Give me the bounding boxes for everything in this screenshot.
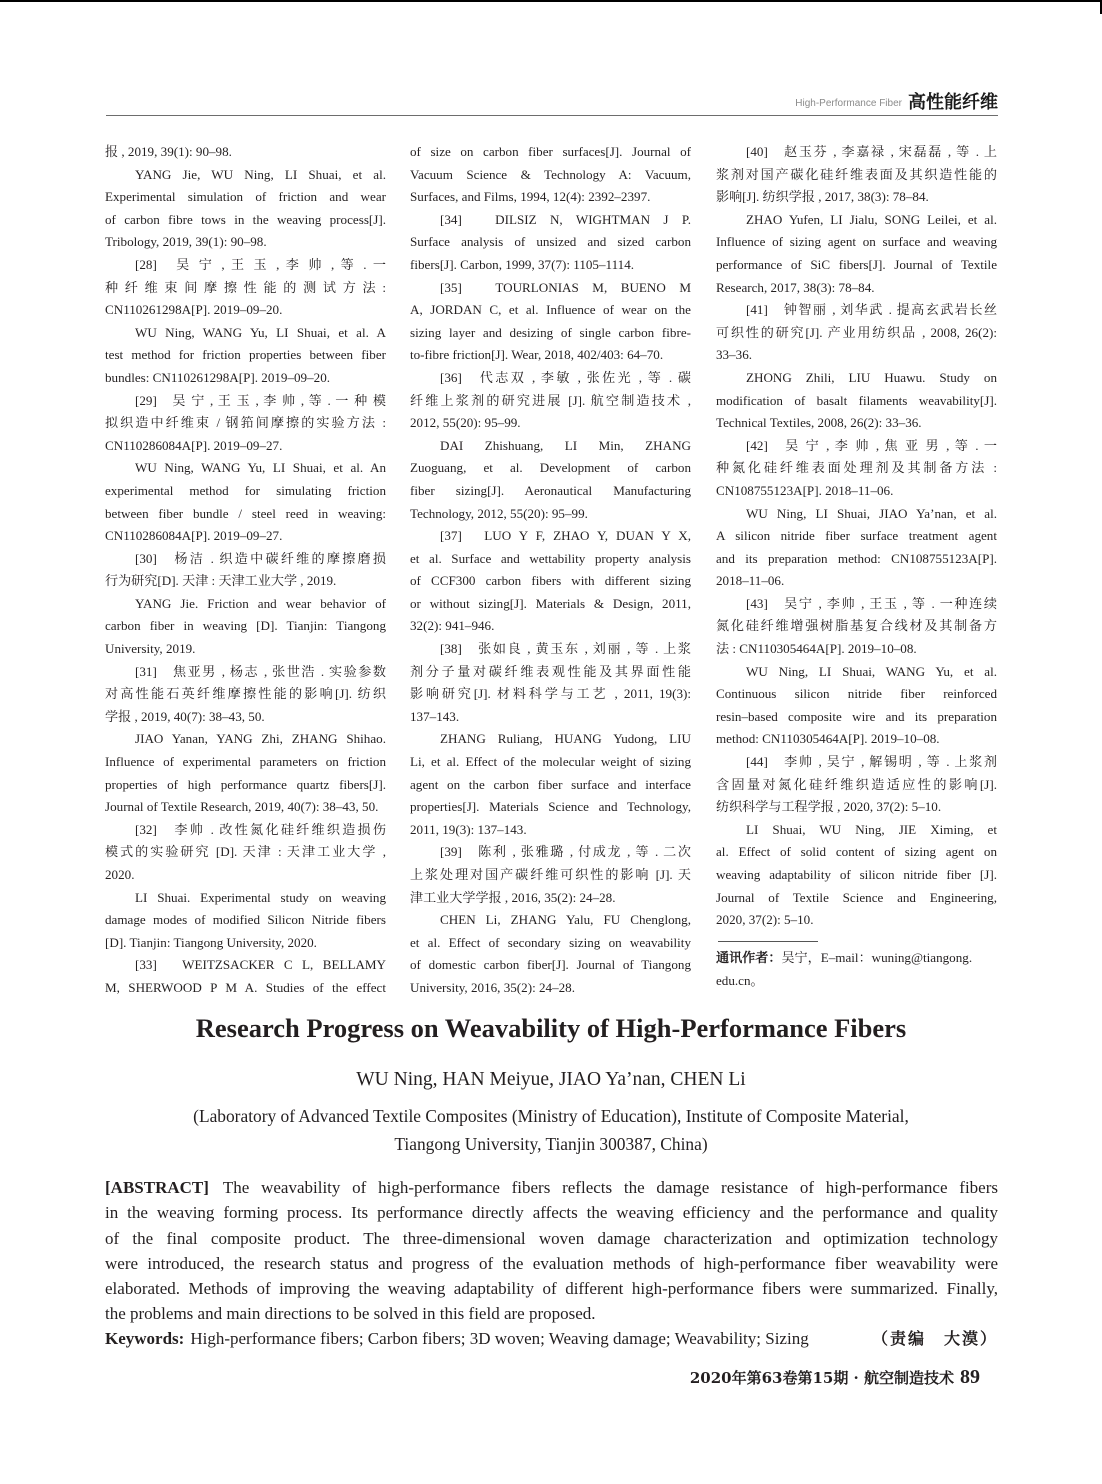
editor-note: （责编 大漠） — [871, 1329, 998, 1348]
reference-line: [40] 赵玉芬 , 李嘉禄 , 宋磊磊 , 等 . 上 — [746, 144, 997, 159]
reference-line: CN108755123A[P]. 2018–11–06. — [716, 482, 894, 498]
running-header — [720, 88, 998, 112]
reference-line: 浆剂对国产碳化硅纤维表面及其织造性能的 — [716, 166, 997, 182]
abstract-line: in the weaving forming process. Its performance directly affects the weaving efficiency and the performance and quality — [105, 1203, 998, 1223]
reference-line: 氮化硅纤维增强树脂基复合线材及其制备方 — [716, 618, 997, 634]
reference-line: of size on carbon fiber surfaces[J]. Journal of — [410, 144, 691, 159]
contact-line-2: edu.cn。 — [716, 972, 764, 988]
abstract-line: were introduced, the research status and progress of the evaluation methods of high-performance fiber weavability were — [105, 1253, 998, 1273]
reference-line: 上浆处理对国产碳纤维可织性的影响 [J]. 天 — [410, 867, 691, 882]
reference-line: [31] 焦亚男 , 杨志 , 张世浩 . 实验参数 — [135, 663, 386, 679]
reference-line: 纺织科学与工程学报 , 2020, 37(2): 5–10. — [716, 799, 942, 815]
reference-line: et al. Surface and wettability property analysis — [410, 550, 691, 566]
reference-line: 影响研究[J]. 材料科学与工艺 , 2011, 19(3): — [410, 686, 691, 702]
keywords-label: Keywords: — [105, 1329, 185, 1348]
reference-line: 可织性的研究[J]. 产业用纺织品 , 2008, 26(2): — [716, 324, 997, 340]
reference-line: ZHANG Ruliang, HUANG Yudong, LIU — [440, 731, 691, 747]
reference-line: 2018–11–06. — [716, 573, 785, 589]
reference-line: performance of SiC fibers[J]. Journal of Textile — [716, 256, 997, 272]
reference-line: [38] 张如良 , 黄玉东 , 刘丽 , 等 . 上浆 — [440, 641, 691, 657]
reference-line: 剂分子量对碳纤维表观性能及其界面性能 — [410, 663, 691, 679]
reference-line: Vacuum Science & Technology A: Vacuum, — [410, 166, 691, 182]
reference-line: 种氮化硅纤维表面处理剂及其制备方法 : — [716, 460, 997, 476]
reference-line: [32] 李帅 . 改性氮化硅纤维织造损伤 — [135, 821, 386, 837]
reference-line: sizing layer and desizing of single carbon fibre- — [410, 324, 691, 340]
reference-line: of domestic carbon fiber[J]. Journal of Tiangong — [410, 957, 691, 973]
reference-line: agent on the carbon fiber surface and interface — [410, 776, 691, 792]
references-column-2 — [410, 141, 691, 1000]
reference-line: DAI Zhishuang, LI Min, ZHANG — [440, 437, 691, 453]
reference-line: 33–36. — [716, 347, 753, 363]
reference-line: CHEN Li, ZHANG Yalu, FU Chenglong, — [440, 912, 691, 928]
reference-line: Li, et al. Effect of the molecular weight of sizing — [410, 754, 691, 770]
reference-line: modification of basalt filaments weavability[J]. — [716, 392, 997, 408]
reference-line: LI Shuai, WU Ning, JIE Ximing, et — [746, 821, 997, 837]
reference-line: 法 : CN110305464A[P]. 2019–10–08. — [716, 641, 917, 657]
header-rule — [106, 115, 998, 116]
reference-line: WU Ning, WANG Yu, LI Shuai, et al. A — [135, 324, 386, 340]
reference-line: 报 , 2019, 39(1): 90–98. — [105, 144, 232, 159]
reference-line: [39] 陈利 , 张雅璐 , 付成龙 , 等 . 二次 — [440, 844, 691, 860]
reference-line: M, SHERWOOD P M A. Studies of the effect — [105, 979, 386, 995]
reference-line: of CCF300 carbon fibers with different sizing — [410, 573, 691, 589]
reference-line: resin–based composite wire and its preparation — [716, 708, 997, 724]
reference-line: Influence of sizing agent on surface and weaving — [716, 234, 997, 250]
reference-line: A, JORDAN C, et al. Influence of wear on the — [410, 302, 691, 318]
reference-line: ZHAO Yufen, LI Jialu, SONG Leilei, et al. — [746, 211, 997, 227]
reference-line: method: CN110305464A[P]. 2019–10–08. — [716, 731, 940, 747]
page-number: 89 — [960, 1366, 980, 1388]
page-frame-top — [0, 0, 1102, 2]
article-authors: WU Ning, HAN Meiyue, JIAO Ya’nan, CHEN Li — [356, 1069, 746, 1090]
reference-line: Zuoguang, et al. Development of carbon — [410, 460, 691, 476]
contact-label: 通讯作者： — [716, 950, 782, 965]
reference-line: bundles: CN110261298A[P]. 2019–09–20. — [105, 369, 331, 385]
reference-line: WU Ning, LI Shuai, WANG Yu, et al. — [746, 663, 997, 679]
keywords — [105, 1326, 998, 1351]
affiliation-line-1: (Laboratory of Advanced Textile Composites (Ministry of Education), Institute of Composite Material, — [193, 1106, 909, 1126]
reference-line: CN110286084A[P]. 2019–09–27. — [105, 437, 283, 453]
abstract — [105, 1175, 998, 1327]
reference-line: [37] LUO Y F, ZHAO Y, DUAN Y X, — [440, 528, 691, 544]
reference-line: Influence of experimental parameters on friction — [105, 754, 386, 770]
abstract-line: [ABSTRACT] The weavability of high-performance fibers reflects the damage resistance of high-performance fibers — [105, 1178, 998, 1197]
reference-line: [D]. Tianjin: Tiangong University, 2020. — [105, 934, 317, 950]
abstract-line: of the final composite product. The three-dimensional woven damage characterization and optimization technology — [105, 1228, 998, 1248]
reference-line: 纤维上浆剂的研究进展 [J]. 航空制造技术 , — [410, 392, 691, 408]
reference-line: Continuous silicon nitride fiber reinforced — [716, 686, 997, 702]
reference-line: 行为研究[D]. 天津 : 天津工业大学 , 2019. — [105, 573, 337, 589]
reference-line: experimental method for simulating friction — [105, 482, 386, 498]
journal-name-cn: 高性能纤维 — [908, 92, 998, 113]
reference-line: damage modes of modified Silicon Nitride fibers — [105, 912, 386, 928]
reference-line: fiber sizing[J]. Aeronautical Manufacturing — [410, 482, 691, 498]
reference-line: Journal of Textile Research, 2019, 40(7): 38–43, 50. — [105, 799, 379, 815]
reference-line: 含固量对氮化硅纤维织造适应性的影响[J]. — [716, 776, 997, 792]
reference-line: [29] 吴 宁 , 王 玉 , 李 帅 , 等 . 一 种 模 — [135, 392, 386, 408]
reference-line: University, 2016, 35(2): 24–28. — [410, 979, 575, 995]
reference-line: 种 纤 维 束 间 摩 擦 性 能 的 测 试 方 法 : — [105, 279, 386, 295]
reference-line: 模式的实验研究 [D]. 天津 : 天津工业大学 , — [105, 844, 386, 860]
reference-line: and its preparation method: CN108755123A[P]. — [716, 550, 997, 566]
keywords-text: High-performance fibers; Carbon fibers; 3D woven; Weaving damage; Weavability; Sizing — [190, 1329, 809, 1348]
article-affiliation — [105, 1102, 997, 1158]
reference-line: [44] 李帅 , 吴宁 , 解锡明 , 等 . 上浆剂 — [746, 754, 997, 770]
reference-line: Journal of Textile Science and Engineering, — [716, 889, 997, 905]
reference-line: YANG Jie, WU Ning, LI Shuai, et al. — [135, 166, 386, 182]
reference-line: CN110261298A[P]. 2019–09–20. — [105, 302, 283, 318]
reference-line: carbon fiber in weaving [D]. Tianjin: Tiangong — [105, 618, 386, 634]
reference-line: 2020, 37(2): 5–10. — [716, 912, 814, 928]
reference-line: [30] 杨洁 . 织造中碳纤维的摩擦磨损 — [135, 550, 386, 566]
references-column-1 — [105, 141, 386, 1000]
reference-line: 2020. — [105, 867, 135, 882]
reference-line: properties of high performance quartz fibers[J]. — [105, 776, 386, 792]
reference-line: Experimental simulation of friction and wear — [105, 189, 386, 205]
reference-line: YANG Jie. Friction and wear behavior of — [135, 595, 386, 611]
reference-line: 137–143. — [410, 708, 460, 724]
reference-line: Surface analysis of unsized and sized carbon — [410, 234, 691, 250]
reference-line: [43] 吴宁 , 李帅 , 王玉 , 等 . 一种连续 — [746, 595, 997, 611]
reference-line: [34] DILSIZ N, WIGHTMAN J P. — [440, 211, 691, 227]
reference-line: 对高性能石英纤维摩擦性能的影响[J]. 纺织 — [105, 686, 386, 702]
reference-line: CN110286084A[P]. 2019–09–27. — [105, 528, 283, 544]
reference-line: et al. Effect of secondary sizing on weavability — [410, 934, 691, 950]
reference-line: University, 2019. — [105, 641, 196, 657]
reference-line: of carbon fibre tows in the weaving process[J]. — [105, 211, 386, 227]
abstract-line: elaborated. Methods of improving the weaving adaptability of different high-performance fibers were summarized. Finally, — [105, 1279, 998, 1299]
reference-line: Technical Textiles, 2008, 26(2): 33–36. — [716, 415, 922, 431]
reference-line: A silicon nitride fiber surface treatment agent — [716, 528, 997, 544]
reference-line: Tribology, 2019, 39(1): 90–98. — [105, 234, 267, 250]
reference-line: 32(2): 941–946. — [410, 618, 495, 634]
reference-line: WU Ning, WANG Yu, LI Shuai, et al. An — [135, 460, 386, 476]
reference-line: [33] WEITZSACKER C L, BELLAMY — [135, 957, 386, 973]
reference-line: fibers[J]. Carbon, 1999, 37(7): 1105–1114. — [410, 256, 635, 272]
contact-rule — [718, 941, 818, 942]
reference-line: WU Ning, LI Shuai, JIAO Ya’nan, et al. — [746, 505, 997, 521]
issue-info: 2020年第63卷第15期 · 航空制造技术 — [689, 1369, 954, 1387]
references-column-3 — [716, 141, 997, 932]
reference-line: 2012, 55(20): 95–99. — [410, 415, 521, 431]
reference-line: between fiber bundle / steel reed in weaving: — [105, 505, 386, 521]
reference-line: 拟织造中纤维束 / 钢筘间摩擦的实验方法 : — [105, 415, 386, 431]
reference-line: Surfaces, and Films, 1994, 12(4): 2392–2397. — [410, 189, 651, 205]
reference-line: [42] 吴 宁 , 李 帅 , 焦 亚 男 , 等 . 一 — [746, 437, 997, 453]
reference-line: al. Effect of solid content of sizing agent on — [716, 844, 997, 860]
abstract-label: [ABSTRACT] — [105, 1178, 209, 1197]
reference-line: or without sizing[J]. Materials & Design, 2011, — [410, 595, 691, 611]
journal-name-en: High-Performance Fiber — [795, 98, 902, 109]
page-footer — [690, 1366, 980, 1389]
reference-line: 2011, 19(3): 137–143. — [410, 821, 527, 837]
reference-line: ZHONG Zhili, LIU Huawu. Study on — [746, 369, 997, 385]
reference-line: [41] 钟智丽 , 刘华武 . 提高玄武岩长丝 — [746, 302, 997, 318]
reference-line: Research, 2017, 38(3): 78–84. — [716, 279, 875, 295]
contact-line-1: 吴宁，E–mail：wuning@tiangong. — [781, 950, 973, 965]
reference-line: test method for friction properties between fiber — [105, 347, 386, 363]
reference-line: JIAO Yanan, YANG Zhi, ZHANG Shihao. — [135, 731, 386, 747]
reference-line: weaving adaptability of silicon nitride fiber [J]. — [716, 867, 997, 882]
reference-line: [35] TOURLONIAS M, BUENO M — [440, 279, 691, 295]
reference-line: [36] 代志双 , 李敏 , 张佐光 , 等 . 碳 — [440, 369, 691, 385]
reference-line: 学报 , 2019, 40(7): 38–43, 50. — [105, 708, 265, 724]
reference-line: LI Shuai. Experimental study on weaving — [135, 889, 386, 905]
reference-line: properties[J]. Materials Science and Technology, — [410, 799, 691, 815]
abstract-line: the problems and main directions to be solved in this field are proposed. — [105, 1304, 596, 1324]
affiliation-line-2: Tiangong University, Tianjin 300387, China) — [394, 1134, 708, 1154]
corresponding-author — [716, 947, 998, 992]
article-title: Research Progress on Weavability of High-Performance Fibers — [195, 1013, 907, 1043]
reference-line: 影响[J]. 纺织学报 , 2017, 38(3): 78–84. — [716, 189, 929, 205]
reference-line: [28] 吴 宁 , 王 玉 , 李 帅 , 等 . 一 — [135, 256, 386, 272]
reference-line: to-fibre friction[J]. Wear, 2018, 402/403: 64–70. — [410, 347, 664, 363]
reference-line: 津工业大学学报 , 2016, 35(2): 24–28. — [410, 889, 616, 905]
reference-line: Technology, 2012, 55(20): 95–99. — [410, 505, 588, 521]
